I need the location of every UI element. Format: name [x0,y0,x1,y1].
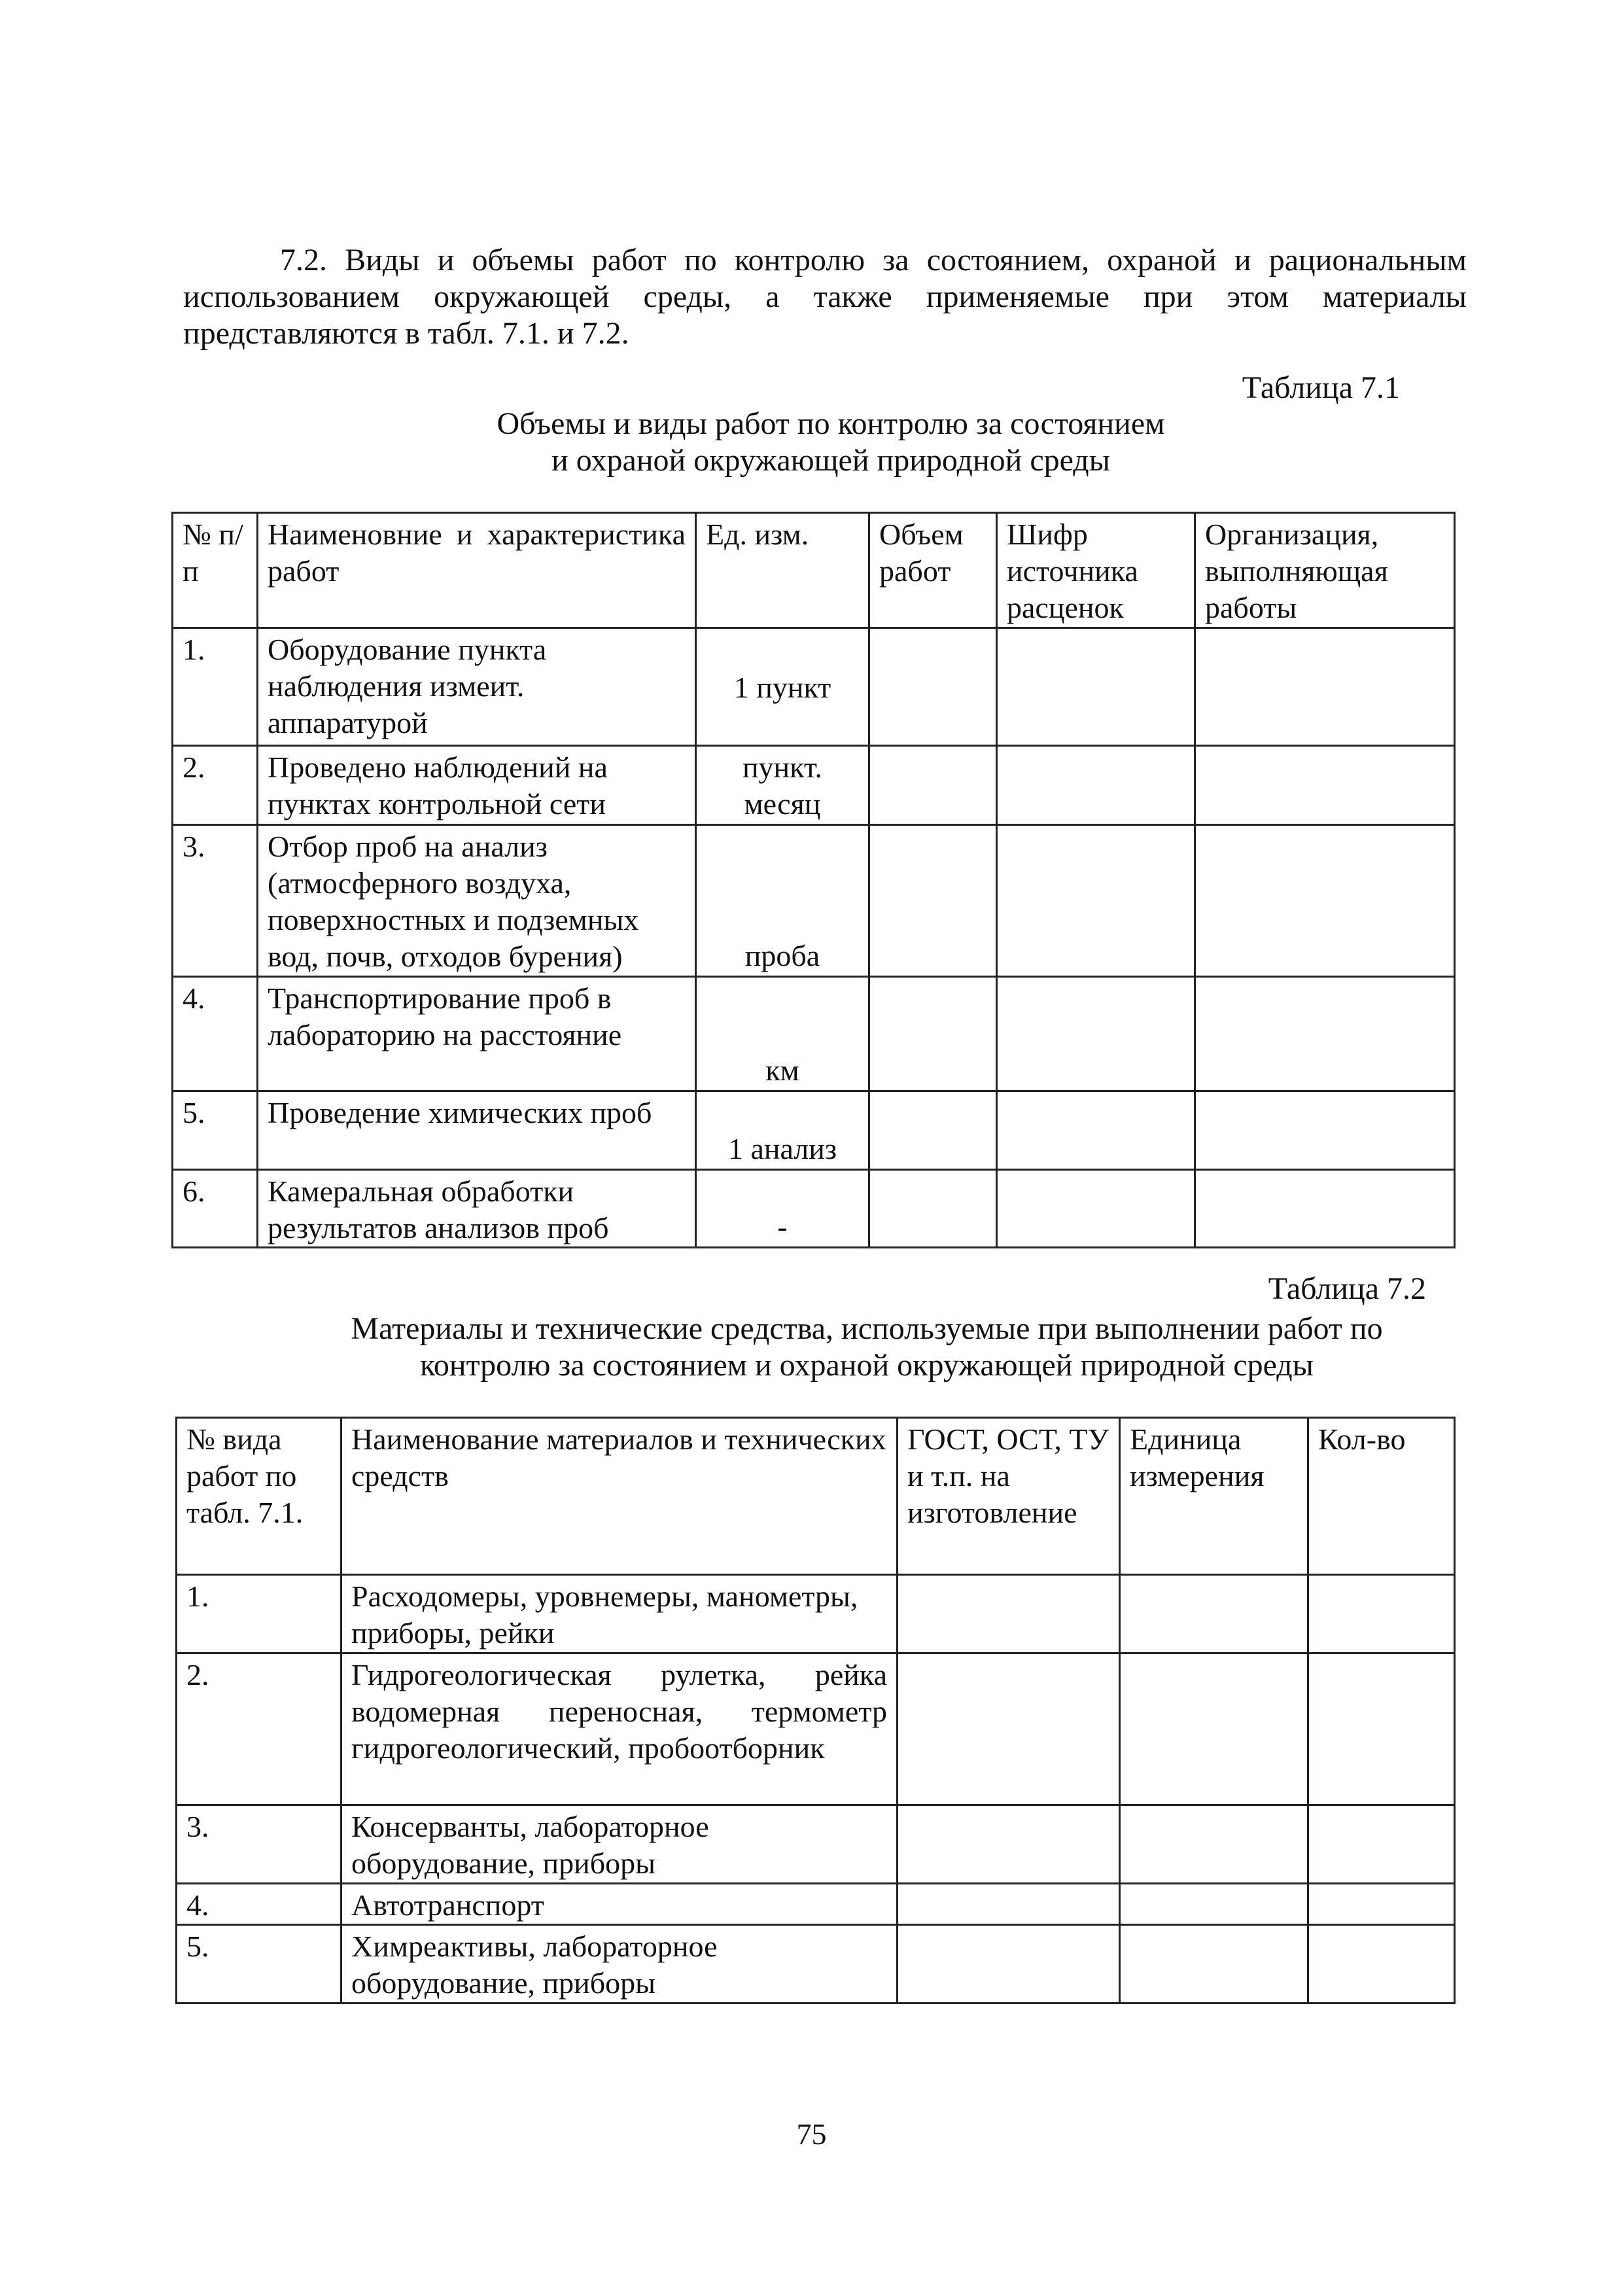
table1-title-line2: и охраной окружающей природной среды [551,443,1110,478]
table2-row-qty [1308,1884,1455,1925]
table2-row-unit [1120,1805,1308,1884]
table2 [175,1417,1456,2004]
table1-header-org: Организация, выполняющая работы [1195,513,1455,628]
intro-paragraph: 7.2. Виды и объемы работ по контролю за состоянием, охраной и рациональным использованием окружающей среды, а также применяемые при этом материалы представляются в табл. 7.1. и 7.2. [183,243,1467,351]
table1-row-num: 2. [173,746,258,825]
table1-header-row [173,513,1455,628]
table1-row-name: Проведено наблюдений на пунктах контрольной сети [258,746,696,825]
table2-row-name: Расходомеры, уровнемеры, манометры, приборы, рейки [341,1575,898,1653]
table2-row-unit [1120,1653,1308,1805]
table1-row-org [1195,1170,1455,1248]
table1-row-num: 3. [173,825,258,977]
table1-row-code [997,628,1195,746]
table2-header-row [177,1418,1455,1575]
table1-title-line1: Объемы и виды работ по контролю за состоянием [497,406,1165,441]
table1 [171,512,1456,1248]
table2-header-qty: Кол-во [1308,1418,1455,1575]
table1-row-unit: - [696,1170,869,1248]
table2-row-qty [1308,1925,1455,2004]
table1-row-code [997,977,1195,1091]
table2-row-name: Химреактивы, лабораторное оборудование, приборы [341,1925,898,2004]
table1-row-volume [869,1170,997,1248]
table2-header-name: Наименование материалов и технических средств [341,1418,898,1575]
table2-row-gost [898,1925,1120,2004]
table-row [173,628,1455,746]
table1-row-unit: пункт. месяц [696,746,869,825]
table-row [173,1170,1455,1248]
table1-header-code: Шифр источника расценок [997,513,1195,628]
table-row [177,1805,1455,1884]
table2-row-gost [898,1884,1120,1925]
table1-row-org [1195,977,1455,1091]
table1-row-org [1195,628,1455,746]
table1-row-name: Отбор проб на анализ (атмосферного воздуха, поверхностных и подземных вод, почв, отходов бурения) [258,825,696,977]
table1-row-volume [869,746,997,825]
table1-row-org [1195,1091,1455,1170]
table2-row-num: 2. [177,1653,341,1805]
table1-row-unit: 1 пункт [696,628,869,746]
table2-row-num: 1. [177,1575,341,1653]
table1-row-num: 4. [173,977,258,1091]
table2-row-unit [1120,1884,1308,1925]
table2-row-qty [1308,1575,1455,1653]
table1-row-num: 5. [173,1091,258,1170]
table1-row-name: Камеральная обработки результатов анализов проб [258,1170,696,1248]
table2-row-qty [1308,1653,1455,1805]
table1-row-name: Оборудование пункта наблюдения измеит. аппаратурой [258,628,696,746]
table2-row-unit [1120,1925,1308,2004]
table2-title-line2: контролю за состоянием и охраной окружающей природной среды [420,1348,1314,1383]
table1-row-num: 1. [173,628,258,746]
table1-row-unit: 1 анализ [696,1091,869,1170]
table2-row-unit [1120,1575,1308,1653]
table2-header-unit: Единица измерения [1120,1418,1308,1575]
table2-row-gost [898,1805,1120,1884]
table2-label: Таблица 7.2 [1268,1271,1426,1306]
table1-row-volume [869,825,997,977]
table2-row-name: Консерванты, лабораторное оборудование, приборы [341,1805,898,1884]
table1-row-code [997,746,1195,825]
table1-row-org [1195,825,1455,977]
table2-row-num: 5. [177,1925,341,2004]
table1-header-num: № п/п [173,513,258,628]
table2-row-num: 4. [177,1884,341,1925]
table1-row-volume [869,977,997,1091]
table1-row-unit: проба [696,825,869,977]
table1-label: Таблица 7.1 [1242,370,1400,405]
table-row [177,1884,1455,1925]
table1-row-unit: км [696,977,869,1091]
table-row [177,1925,1455,2004]
table2-row-num: 3. [177,1805,341,1884]
table2-header-num: № вида работ по табл. 7.1. [177,1418,341,1575]
table1-row-volume [869,628,997,746]
table1-row-org [1195,746,1455,825]
table2-row-name: Автотранспорт [341,1884,898,1925]
table-row [177,1575,1455,1653]
table-row [173,977,1455,1091]
table2-title-line1: Материалы и технические средства, используемые при выполнении работ по [351,1311,1383,1346]
page-number: 75 [796,2117,827,2151]
table2-row-gost [898,1653,1120,1805]
table1-header-name: Наименовние и характеристика работ [258,513,696,628]
table2-header-gost: ГОСТ, ОСТ, ТУ и т.п. на изготовление [898,1418,1120,1575]
table1-header-unit: Ед. изм. [696,513,869,628]
table2-row-qty [1308,1805,1455,1884]
table1-row-name: Проведение химических проб [258,1091,696,1170]
table-row [173,825,1455,977]
table1-row-code [997,1170,1195,1248]
table2-row-name: Гидрогеологическая рулетка, рейка водомерная переносная, термометр гидрогеологический, пробоотборник [341,1653,898,1805]
table2-row-gost [898,1575,1120,1653]
table1-row-name: Транспортирование проб в лабораторию на расстояние [258,977,696,1091]
table1-header-volume: Объем работ [869,513,997,628]
table1-row-code [997,825,1195,977]
table-row [173,1091,1455,1170]
table1-row-num: 6. [173,1170,258,1248]
table-row [173,746,1455,825]
table1-row-volume [869,1091,997,1170]
table1-row-code [997,1091,1195,1170]
table-row [177,1653,1455,1805]
